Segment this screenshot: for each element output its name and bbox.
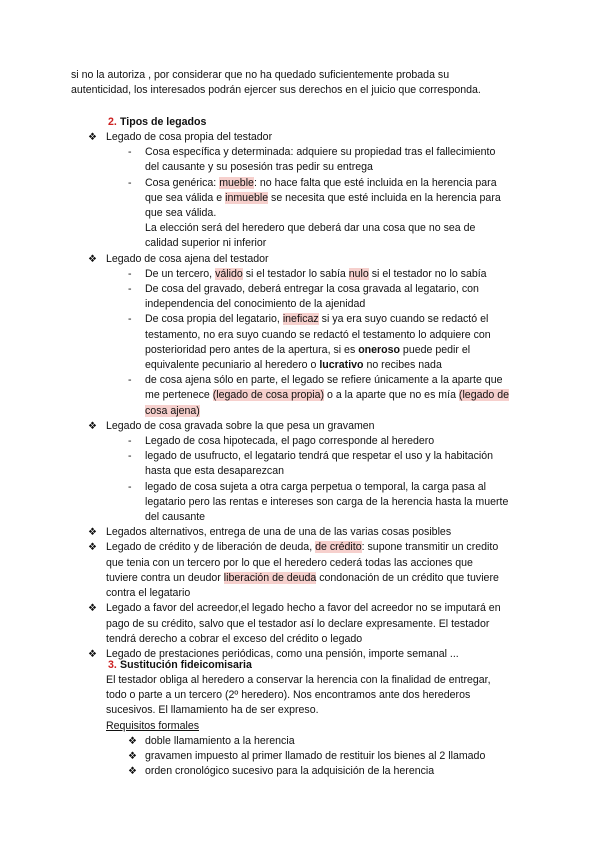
sub-item-line	[145, 358, 600, 373]
list-item-label: Legado de prestaciones periódicas, como una pensión, importe semanal ...	[106, 647, 459, 660]
sub-item-line: del causante	[145, 511, 206, 524]
list-item-line: pago de su crédito, salvo que el testador así lo declare expresamente. El testador	[106, 617, 490, 630]
dash-bullet-icon: -	[128, 313, 132, 326]
highlighted-term: cosa ajena)	[145, 404, 200, 417]
sub-item-line: calidad superior ni inferior	[145, 237, 267, 250]
highlighted-term: de crédito	[315, 541, 362, 554]
sub-item-line: La elección será del heredero que deberá dar una cosa que no sea de	[145, 222, 476, 235]
list-item	[0, 419, 600, 434]
sub-item	[0, 449, 600, 479]
text-run: equivalente pecuniario al heredero o	[145, 359, 320, 372]
list-item-line: contra el legatario	[106, 587, 191, 600]
highlighted-term: liberación de deuda	[223, 571, 317, 584]
bold-term: lucrativo	[319, 359, 364, 372]
body-line: todo o parte a un tercero (2º heredero). Nos encontramos ante dos herederos	[106, 689, 471, 702]
highlighted-term: válido	[215, 267, 243, 280]
dash-bullet-icon: -	[128, 267, 132, 280]
sub-item-line: Cosa específica y determinada: adquiere su propiedad tras el fallecimiento	[145, 146, 496, 159]
diamond-bullet-icon: ❖	[128, 751, 137, 763]
dash-bullet-icon: -	[128, 146, 132, 159]
section-title: Sustitución fideicomisaria	[120, 659, 252, 671]
text-run: me pertenece	[145, 389, 213, 402]
sub-item	[0, 267, 600, 282]
section-title: Tipos de legados	[120, 116, 207, 128]
text-run: tuviere contra un deudor	[106, 571, 224, 584]
sub-item	[0, 373, 600, 419]
section-heading	[0, 115, 600, 130]
text-run: De un tercero,	[145, 267, 216, 280]
dash-bullet-icon: -	[128, 450, 132, 463]
bold-term: oneroso	[358, 343, 400, 356]
list-item-line: Legado a favor del acreedor,el legado hecho a favor del acreedor no se imputará en	[106, 602, 501, 615]
sub-item-line	[145, 404, 600, 419]
sub-item-line	[145, 191, 600, 206]
diamond-bullet-icon: ❖	[88, 253, 97, 265]
sub-item-line: del causante y su posesión tras pedir su entrega	[145, 161, 373, 174]
list-item	[0, 601, 600, 647]
sub-item	[0, 145, 600, 175]
section-number: 2.	[108, 116, 117, 128]
intro-paragraph	[0, 68, 600, 98]
section-tipos-de-legados	[0, 115, 600, 662]
sub-item-line: que sea válida.	[145, 207, 217, 220]
text-run: si el testador lo sabía	[242, 267, 349, 280]
intro-line: si no la autoriza , por considerar que no ha quedado suficientemente probada su	[71, 69, 450, 81]
list-item-label: Legado de cosa propia del testador	[106, 131, 273, 143]
diamond-bullet-icon: ❖	[88, 132, 97, 143]
list-item-line: que tenia con un tercero por lo que el heredero cederá todas las acciones que	[106, 556, 473, 569]
sub-item-line	[145, 312, 600, 327]
list-item	[0, 252, 600, 267]
text-run: si el testador no lo sabía	[368, 267, 487, 280]
text-run: Cosa genérica:	[145, 176, 220, 189]
sub-item	[0, 176, 600, 252]
text-run: : supone transmitir un credito	[361, 541, 499, 554]
text-run: se necesita que esté incluida en la herencia para	[268, 191, 501, 204]
section-heading	[0, 658, 600, 673]
text-run: si ya era suyo cuando se redactó el	[318, 313, 489, 326]
list-item	[0, 525, 600, 540]
diamond-bullet-icon: ❖	[88, 542, 97, 554]
sub-item	[0, 480, 600, 526]
list-item-label: Legado de cosa gravada sobre la que pesa un gravamen	[106, 419, 375, 432]
section-sustitucion-fideicomisaria	[0, 658, 600, 779]
list-item	[0, 130, 600, 145]
body-line: El testador obliga al heredero a conservar la herencia con la finalidad de entregar,	[106, 674, 491, 686]
highlighted-term: nulo	[348, 267, 369, 280]
list-item-label: orden cronológico sucesivo para la adquisición de la herencia	[145, 765, 435, 778]
intro-line: autenticidad, los interesados podrán ejercer sus derechos en el juicio que corresponda.	[71, 84, 481, 97]
diamond-bullet-icon: ❖	[88, 648, 97, 660]
sub-item-line	[145, 176, 600, 191]
highlighted-term: mueble	[219, 176, 254, 189]
list-item-label: Legados alternativos, entrega de una de una de las varias cosas posibles	[106, 526, 452, 539]
list-item-line: tendrá derecho a cobrar el exceso del crédito o legado	[106, 632, 363, 645]
text-run: o a la aparte que no es mía	[324, 389, 459, 402]
text-run: puede pedir el	[399, 343, 471, 356]
text-run: De cosa propia del legatario,	[145, 313, 283, 326]
list-item-line	[106, 540, 600, 555]
sub-item-line: Legado de cosa hipotecada, el pago corresponde al heredero	[145, 435, 435, 448]
sub-item-line	[145, 343, 600, 358]
dash-bullet-icon: -	[128, 176, 132, 189]
dash-bullet-icon: -	[128, 283, 132, 296]
diamond-bullet-icon: ❖	[128, 766, 137, 778]
text-run: no recibes nada	[363, 359, 442, 372]
sub-item-line: hasta que esta desaparezcan	[145, 465, 284, 478]
highlighted-term: inmueble	[225, 191, 269, 204]
list-item-label: doble llamamiento a la herencia	[145, 734, 295, 747]
sub-item-line: legatario pero las rentas e intereses son carga de la herencia hasta la muerte	[145, 495, 509, 508]
dash-bullet-icon: -	[128, 435, 132, 448]
body-line: sucesivos. El llamamiento ha de ser expreso.	[106, 704, 319, 717]
section-number: 3.	[108, 659, 117, 671]
sub-item-line: independencia del conocimiento de la ajenidad	[145, 298, 366, 311]
diamond-bullet-icon: ❖	[88, 603, 97, 615]
sub-item-line: de cosa ajena sólo en parte, el legado se refiere únicamente a la aparte que	[145, 374, 503, 387]
highlighted-term: (legado de cosa propia)	[212, 389, 325, 402]
text-run: Legado de crédito y de liberación de deuda,	[106, 541, 316, 554]
list-item	[0, 764, 600, 779]
highlighted-term: (legado de	[458, 389, 509, 402]
text-run: que sea válida e	[145, 191, 226, 204]
sub-item-line: legado de cosa sujeta a otra carga perpetua o temporal, la carga pasa al	[145, 480, 486, 493]
sub-item-line: legado de usufructo, el legatario tendrá que respetar el uso y la habitación	[145, 450, 494, 463]
diamond-bullet-icon: ❖	[88, 420, 97, 432]
list-item-line	[106, 571, 600, 586]
sub-item-line: testamento, no era suyo cuando se redactó el testamento lo adquiere con	[145, 328, 491, 341]
dash-bullet-icon: -	[128, 374, 132, 387]
text-run: condonación de un crédito que tuviere	[316, 571, 499, 584]
section-body	[0, 673, 600, 734]
highlighted-term: ineficaz	[282, 313, 319, 326]
requisitos-heading: Requisitos formales	[106, 719, 200, 732]
sub-item	[0, 434, 600, 449]
diamond-bullet-icon: ❖	[88, 527, 97, 539]
sub-item-line	[145, 267, 600, 282]
list-item-label: gravamen impuesto al primer llamado de restituir los bienes al 2 llamado	[145, 750, 486, 763]
sub-item	[0, 312, 600, 373]
sub-item-line: De cosa del gravado, deberá entregar la cosa gravada al legatario, con	[145, 283, 479, 296]
sub-item	[0, 282, 600, 312]
dash-bullet-icon: -	[128, 480, 132, 493]
sub-item-line	[145, 388, 600, 403]
diamond-bullet-icon: ❖	[128, 735, 137, 747]
text-run: posterioridad pero antes de la apertura, si es	[145, 343, 359, 356]
list-item	[0, 540, 600, 601]
list-item	[0, 749, 600, 764]
text-run: : no hace falta que esté incluida en la herencia para	[253, 176, 497, 189]
list-item	[0, 734, 600, 749]
list-item-label: Legado de cosa ajena del testador	[106, 252, 269, 265]
